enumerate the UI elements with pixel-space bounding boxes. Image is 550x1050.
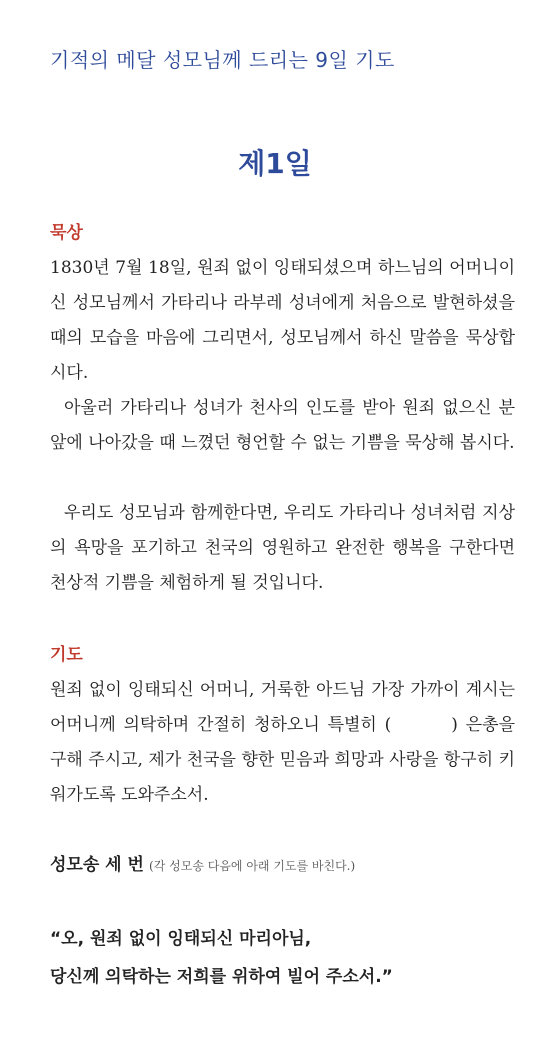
meditation-paragraph-1: 1830년 7월 18일, 원죄 없이 잉태되셨으며 하느님의 어머니이신 성모님께서 가타리나 라부레 성녀에게 처음으로 발현하셨을 때의 모습을 마음에 그리면서, 성모님께서 하신 말씀을 묵상합시다. (50, 258, 515, 383)
prayer-heading: 기도 (50, 645, 83, 665)
meditation-heading: 묵상 (50, 223, 83, 243)
rosary-note: (각 성모송 다음에 아래 기도를 바친다.) (149, 859, 356, 873)
rosary-instruction (50, 850, 355, 875)
meditation-paragraph-3: 우리도 성모님과 함께한다면, 우리도 가타리나 성녀처럼 지상의 욕망을 포기하고 천국의 영원하고 완전한 행복을 구한다면 천상적 기쁨을 체험하게 될 것입니다. (50, 503, 515, 593)
invocation-line-2: 당신께 의탁하는 저희를 위하여 빌어 주소서.” (50, 967, 393, 987)
booklet-title: 기적의 메달 성모님께 드리는 9일 기도 (50, 48, 395, 72)
prayer-paragraph (50, 673, 515, 813)
meditation-paragraph-2: 아울러 가타리나 성녀가 천사의 인도를 받아 원죄 없으신 분 앞에 나아갔을 때 느꼈던 형언할 수 없는 기쁨을 묵상해 봅시다. (50, 398, 515, 453)
prayer-text-before-blank: 원죄 없이 잉태되신 어머니, 거룩한 아드님 가장 가까이 계시는 어머니께 의탁하며 간절히 청하오니 특별히 ( (50, 680, 515, 735)
rosary-main-text: 성모송 세 번 (50, 855, 144, 875)
invocation-quote (50, 920, 520, 996)
day-title: 제1일 (238, 147, 312, 180)
prayer-text-after-blank: ) 은총을 구해 주시고, 제가 천국을 향한 믿음과 희망과 사랑을 항구히 키워가도록 도와주소서. (50, 715, 515, 805)
invocation-line-1: “오, 원죄 없이 잉태되신 마리아님, (50, 929, 312, 949)
